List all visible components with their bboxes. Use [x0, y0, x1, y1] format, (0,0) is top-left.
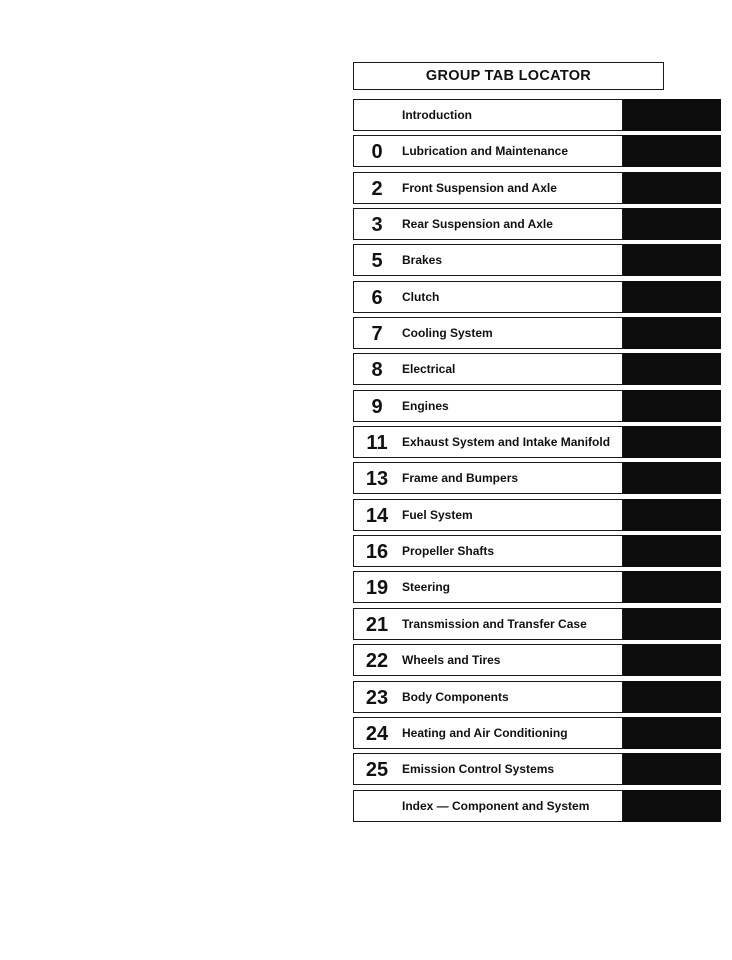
tab-marker[interactable]: [623, 99, 721, 131]
tab-row-exhaust-system[interactable]: [353, 426, 721, 458]
tab-box: [353, 790, 623, 822]
tab-label: Cooling System: [402, 326, 493, 341]
tab-number: 19: [365, 577, 389, 600]
tab-label: Brakes: [402, 253, 443, 268]
tab-marker[interactable]: [623, 608, 721, 640]
tab-number: 21: [365, 613, 389, 636]
tab-box: [353, 499, 623, 531]
tab-marker[interactable]: [623, 717, 721, 749]
tab-number: 9: [371, 395, 383, 418]
tab-marker[interactable]: [623, 426, 721, 458]
tab-box: [353, 390, 623, 422]
tab-number: 23: [365, 686, 389, 709]
tab-marker[interactable]: [623, 499, 721, 531]
tab-label: Wheels and Tires: [402, 653, 501, 668]
tab-box: [353, 753, 623, 785]
tab-marker[interactable]: [623, 571, 721, 603]
tab-marker[interactable]: [623, 172, 721, 204]
tab-row-lubrication[interactable]: [353, 135, 721, 167]
tab-row-steering[interactable]: [353, 571, 721, 603]
tab-row-fuel-system[interactable]: [353, 499, 721, 531]
tab-box: [353, 462, 623, 494]
tab-marker[interactable]: [623, 462, 721, 494]
tab-label: Clutch: [402, 289, 440, 304]
tab-row-index[interactable]: [353, 790, 721, 822]
tab-box: [353, 681, 623, 713]
tab-row-engines[interactable]: [353, 390, 721, 422]
tab-marker[interactable]: [623, 317, 721, 349]
tab-number: [354, 791, 400, 823]
tab-row-cooling-system[interactable]: [353, 317, 721, 349]
tab-marker[interactable]: [623, 135, 721, 167]
tab-label: Index — Component and System: [402, 798, 590, 813]
tab-box: [353, 281, 623, 313]
tab-box: [353, 135, 623, 167]
tab-number: 22: [365, 650, 389, 673]
tab-label: Transmission and Transfer Case: [402, 616, 587, 631]
tab-row-wheels-tires[interactable]: [353, 644, 721, 676]
tab-row-frame-bumpers[interactable]: [353, 462, 721, 494]
tab-box: [353, 99, 623, 131]
tab-label: Propeller Shafts: [402, 544, 495, 559]
tab-label: Lubrication and Maintenance: [402, 144, 569, 159]
tab-box: [353, 244, 623, 276]
tab-marker[interactable]: [623, 353, 721, 385]
tab-number: 24: [365, 722, 389, 745]
tab-number: 25: [365, 759, 389, 782]
tab-number: 0: [371, 141, 383, 164]
tab-number: 16: [365, 541, 389, 564]
tab-box: [353, 535, 623, 567]
tab-row-front-suspension[interactable]: [353, 172, 721, 204]
tab-label: Steering: [402, 580, 451, 595]
tab-marker[interactable]: [623, 753, 721, 785]
tab-marker[interactable]: [623, 535, 721, 567]
tab-row-propeller-shafts[interactable]: [353, 535, 721, 567]
tab-list: [353, 99, 721, 826]
tab-number: 3: [371, 214, 383, 237]
tab-box: [353, 426, 623, 458]
tab-box: [353, 644, 623, 676]
tab-box: [353, 172, 623, 204]
tab-row-clutch[interactable]: [353, 281, 721, 313]
tab-label: Heating and Air Conditioning: [402, 725, 568, 740]
tab-box: [353, 208, 623, 240]
tab-label: Electrical: [402, 362, 456, 377]
tab-row-emission-control[interactable]: [353, 753, 721, 785]
tab-number: [354, 100, 400, 132]
tab-row-electrical[interactable]: [353, 353, 721, 385]
tab-number: 13: [365, 468, 389, 491]
tab-number: 2: [371, 177, 383, 200]
tab-number: 8: [371, 359, 383, 382]
tab-label: Exhaust System and Intake Manifold: [402, 435, 611, 450]
tab-number: 11: [366, 432, 388, 455]
tab-label: Frame and Bumpers: [402, 471, 519, 486]
tab-row-body-components[interactable]: [353, 681, 721, 713]
tab-box: [353, 571, 623, 603]
tab-row-rear-suspension[interactable]: [353, 208, 721, 240]
tab-label: Fuel System: [402, 507, 473, 522]
tab-marker[interactable]: [623, 790, 721, 822]
tab-box: [353, 353, 623, 385]
tab-number: 5: [371, 250, 383, 273]
tab-label: Front Suspension and Axle: [402, 180, 557, 195]
tab-label: Introduction: [402, 108, 472, 122]
tab-row-introduction[interactable]: [353, 99, 721, 131]
tab-number: 6: [371, 286, 383, 309]
tab-row-brakes[interactable]: [353, 244, 721, 276]
tab-label: Engines: [402, 398, 449, 413]
tab-marker[interactable]: [623, 208, 721, 240]
tab-row-transmission[interactable]: [353, 608, 721, 640]
tab-box: [353, 608, 623, 640]
tab-marker[interactable]: [623, 281, 721, 313]
tab-label: Rear Suspension and Axle: [402, 217, 553, 232]
tab-marker[interactable]: [623, 244, 721, 276]
tab-box: [353, 317, 623, 349]
tab-row-heating-air[interactable]: [353, 717, 721, 749]
tab-label: Emission Control Systems: [402, 762, 555, 777]
tab-box: [353, 717, 623, 749]
tab-label: Body Components: [402, 689, 509, 704]
tab-number: 7: [371, 323, 383, 346]
tab-marker[interactable]: [623, 390, 721, 422]
tab-marker[interactable]: [623, 681, 721, 713]
group-tab-locator-title: GROUP TAB LOCATOR: [353, 62, 664, 90]
tab-number: 14: [365, 504, 389, 527]
tab-marker[interactable]: [623, 644, 721, 676]
